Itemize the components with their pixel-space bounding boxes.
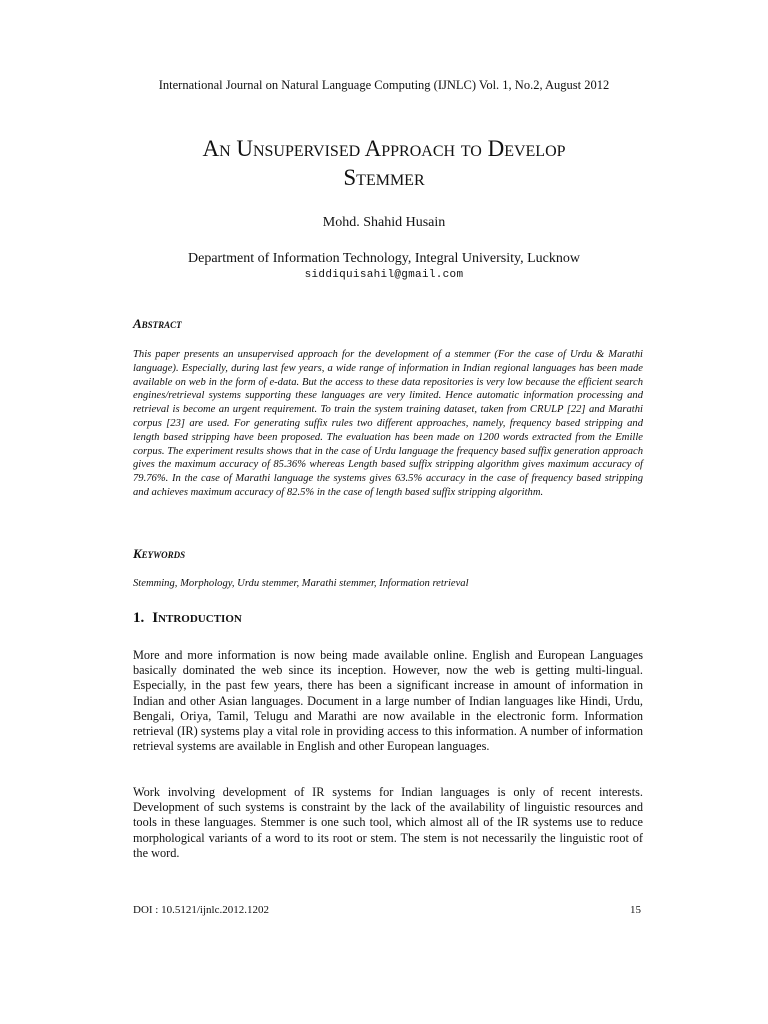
intro-paragraph-2: Work involving development of IR systems for Indian languages is only of recent interests. Development of such systems is constraint by the lack of the availability of linguistic resources and tools in these languages. Stemmer is one such tool, which almost all of the IR systems use to reduce morphological variants of a word to its root or stem. The stem is not necessarily the linguistic root of the word.	[133, 785, 643, 860]
section-number: 1.	[133, 610, 145, 626]
abstract-text: This paper presents an unsupervised approach for the development of a stemmer (For the case of Urdu & Marathi language). Especially, during last few years, a wide range of information in Indian regional languages has been made available on web in the form of e-data. But the access to these data repositories is very low because the efficient search engines/retrieval systems supporting these languages are very limited. Hence automatic information processing and retrieval is become an urgent requirement. To train the system training dataset, taken from CRULP [22] and Marathi corpus [23] are used. For generating suffix rules two different approaches, namely, frequency based stripping and length based stripping have been proposed. The evaluation has been made on 1200 words extracted from the Emille corpus. The experiment results shows that in the case of Urdu language the frequency based suffix generation approach gives the maximum accuracy of 85.36% whereas Length based suffix stripping algorithm gives maximum accuracy of 79.76%. In the case of Marathi language the systems gives 63.5% accuracy in the case of frequency based stripping and achieves maximum accuracy of 82.5% in the case of length based suffix stripping algorithm.	[133, 349, 643, 498]
journal-header: International Journal on Natural Language Computing (IJNLC) Vol. 1, No.2, August 2012	[158, 78, 610, 92]
abstract-heading: Abstract	[133, 316, 182, 331]
page-number: 15	[630, 904, 641, 916]
keywords-text: Stemming, Morphology, Urdu stemmer, Marathi stemmer, Information retrieval	[133, 578, 469, 589]
footer-doi: DOI : 10.5121/ijnlc.2012.1202	[133, 904, 269, 916]
title-line-1: An Unsupervised Approach to Develop	[202, 136, 566, 161]
keywords-heading: Keywords	[133, 546, 186, 561]
author-affiliation: Department of Information Technology, Integral University, Lucknow	[188, 251, 580, 266]
section-title: Introduction	[152, 610, 242, 626]
title-line-2: Stemmer	[343, 165, 425, 190]
paper-title	[0, 134, 768, 192]
author-email: siddiquisahil@gmail.com	[304, 269, 464, 281]
introduction-heading	[133, 610, 242, 627]
author-name: Mohd. Shahid Husain	[322, 215, 446, 230]
intro-paragraph-1: More and more information is now being made available online. English and European Languages basically dominated the web since its inception. However, now the web is getting multi-lingual. Especially, in the past few years, there has been a significant increase in amount of information in Indian and other Asian languages. Document in a large number of Indian languages like Hindi, Urdu, Bengali, Oriya, Tamil, Telugu and Marathi are now available in the electronic form. Information retrieval (IR) systems play a vital role in providing access to this information. A number of information retrieval systems are available in English and other European languages.	[133, 648, 643, 754]
